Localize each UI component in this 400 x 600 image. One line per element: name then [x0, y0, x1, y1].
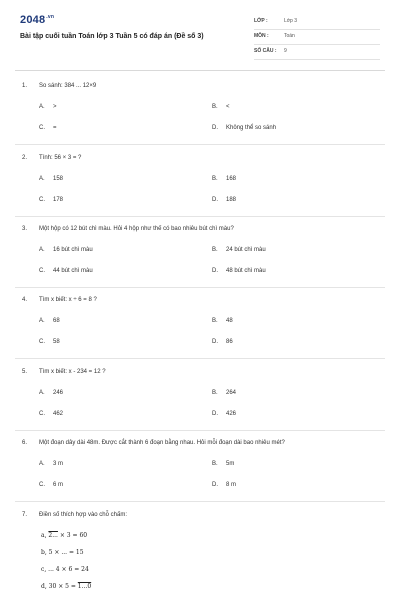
fill-in-prefix: a, [41, 532, 49, 539]
question-text: Một hộp có 12 bút chì màu. Hỏi 4 hộp như thế có bao nhiêu bút chì màu? [39, 226, 234, 232]
option-text: 168 [226, 176, 237, 182]
option-text: 188 [226, 197, 237, 203]
question-divider [15, 287, 385, 288]
question-text: Tìm x biết: x ÷ 6 = 8 ? [39, 297, 97, 303]
question-text: So sánh: 384 ... 12×9 [39, 83, 97, 89]
fill-in-prefix: c, ... 4 × 6 = 24 [41, 566, 89, 573]
meta-row-class [254, 15, 380, 30]
option-b[interactable] [212, 247, 266, 253]
option-text: < [226, 104, 230, 110]
option-b[interactable] [212, 390, 236, 396]
fill-in-line-b[interactable] [41, 549, 84, 556]
option-d[interactable] [212, 482, 236, 488]
question-divider [15, 144, 385, 145]
option-d[interactable] [212, 411, 236, 417]
question-text: Một đoạn dây dài 48m. Được cắt thành 6 đoạn bằng nhau. Hỏi mỗi đoạn dài bao nhiêu mét? [39, 440, 285, 446]
option-text: 264 [226, 390, 237, 396]
question-number: 2. [22, 155, 28, 161]
option-letter: A. [39, 461, 45, 467]
option-d[interactable] [212, 197, 236, 203]
question-number: 5. [22, 369, 28, 375]
option-text: 16 bút chì màu [53, 247, 93, 253]
option-text: Không thể so sánh [226, 125, 277, 131]
fill-in-overlined: 2... [48, 532, 58, 539]
option-c[interactable] [39, 197, 63, 203]
option-text: 3 m [53, 461, 64, 467]
option-text: 48 bút chì màu [226, 268, 266, 274]
option-c[interactable] [39, 411, 63, 417]
meta-value: 9 [284, 48, 287, 54]
option-letter: B. [212, 390, 218, 396]
logo-suffix: .vn [46, 14, 55, 20]
option-text: 6 m [53, 482, 64, 488]
question-divider [15, 430, 385, 431]
option-a[interactable] [39, 104, 57, 110]
option-letter: C. [39, 268, 45, 274]
option-letter: C. [39, 482, 45, 488]
option-text: 246 [53, 390, 64, 396]
option-text: 44 bút chì màu [53, 268, 93, 274]
option-letter: D. [212, 125, 218, 131]
meta-key: MÔN : [254, 33, 269, 39]
option-d[interactable] [212, 339, 233, 345]
option-letter: A. [39, 176, 45, 182]
fill-in-prefix: d, 30 × 5 = [41, 583, 78, 590]
option-letter: A. [39, 390, 45, 396]
option-text: 86 [226, 339, 233, 345]
fill-in-line-a[interactable] [41, 532, 87, 539]
question-number: 6. [22, 440, 28, 446]
fill-in-line-d[interactable] [41, 583, 91, 590]
question-number: 3. [22, 226, 28, 232]
question-divider [15, 358, 385, 359]
option-letter: B. [212, 104, 218, 110]
question-divider [15, 501, 385, 502]
option-text: = [53, 125, 57, 131]
option-text: 58 [53, 339, 60, 345]
question-text: Tìm x biết: x - 234 = 12 ? [39, 369, 106, 375]
option-letter: D. [212, 411, 218, 417]
option-b[interactable] [212, 461, 234, 467]
option-letter: A. [39, 318, 45, 324]
option-a[interactable] [39, 176, 63, 182]
logo-text: 2048 [20, 14, 46, 26]
option-d[interactable] [212, 268, 266, 274]
question-number: 1. [22, 83, 28, 89]
option-letter: B. [212, 247, 218, 253]
option-a[interactable] [39, 247, 93, 253]
site-logo[interactable] [20, 14, 54, 26]
question-text: Tính: 56 × 3 = ? [39, 155, 82, 161]
option-text: 68 [53, 318, 60, 324]
fill-in-line-c[interactable] [41, 566, 89, 573]
option-text: 5m [226, 461, 235, 467]
option-text: 178 [53, 197, 64, 203]
option-text: 48 [226, 318, 233, 324]
option-text: 8 m [226, 482, 237, 488]
meta-value: Lớp 3 [284, 18, 298, 24]
question-divider [15, 216, 385, 217]
option-letter: D. [212, 197, 218, 203]
question-number: 7. [22, 512, 28, 518]
option-text: 462 [53, 411, 64, 417]
option-b[interactable] [212, 176, 236, 182]
option-letter: C. [39, 197, 45, 203]
option-text: 24 bút chì màu [226, 247, 266, 253]
option-letter: C. [39, 339, 45, 345]
worksheet-title: Bài tập cuối tuần Toán lớp 3 Tuần 5 có đáp án (Đề số 3) [20, 33, 204, 40]
fill-in-prefix: b, 5 × ... = 15 [41, 549, 84, 556]
option-letter: A. [39, 247, 45, 253]
option-letter: D. [212, 339, 218, 345]
option-c[interactable] [39, 339, 60, 345]
option-c[interactable] [39, 482, 63, 488]
option-letter: A. [39, 104, 45, 110]
option-letter: B. [212, 318, 218, 324]
option-letter: B. [212, 461, 218, 467]
option-a[interactable] [39, 461, 63, 467]
option-letter: D. [212, 268, 218, 274]
option-letter: C. [39, 411, 45, 417]
question-text: Điền số thích hợp vào chỗ chấm: [39, 512, 127, 518]
option-b[interactable] [212, 104, 230, 110]
option-text: > [53, 104, 57, 110]
meta-row-question-count [254, 45, 380, 60]
worksheet-meta [254, 15, 380, 60]
meta-key: LỚP : [254, 18, 268, 24]
meta-row-subject [254, 30, 380, 45]
option-b[interactable] [212, 318, 233, 324]
option-a[interactable] [39, 318, 60, 324]
header-divider [15, 70, 385, 71]
meta-key: SỐ CÂU : [254, 48, 277, 54]
option-c[interactable] [39, 125, 57, 131]
question-number: 4. [22, 297, 28, 303]
option-letter: C. [39, 125, 45, 131]
option-letter: B. [212, 176, 218, 182]
option-a[interactable] [39, 390, 63, 396]
option-text: 158 [53, 176, 64, 182]
fill-in-suffix: × 3 = 60 [57, 532, 88, 539]
fill-in-overlined: 1...0 [77, 583, 92, 590]
meta-value: Toán [284, 33, 295, 39]
option-letter: D. [212, 482, 218, 488]
option-d[interactable] [212, 125, 276, 131]
option-text: 426 [226, 411, 237, 417]
worksheet-header [0, 0, 400, 70]
option-c[interactable] [39, 268, 93, 274]
